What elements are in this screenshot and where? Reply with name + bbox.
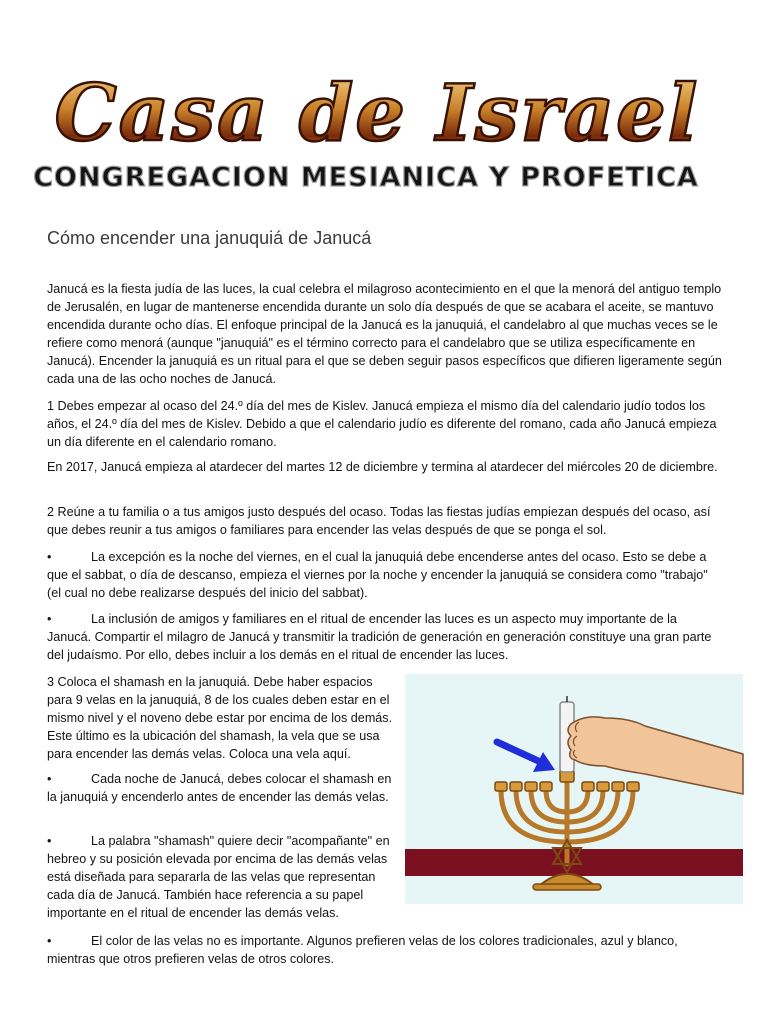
step-text: Coloca el shamash en la januquiá. Debe haber espacios para 9 velas en la januquiá, 8 de los cuales deben estar en el mismo nivel y el noveno debe estar por encima de los demás. Este último es la ubicación del shamash, la vela que se usa para encender las demás velas. Coloca una vela aquí. bbox=[47, 675, 393, 761]
step-1-paragraph bbox=[47, 397, 723, 451]
bullet-4-paragraph bbox=[47, 832, 397, 922]
menorah-foot bbox=[533, 884, 601, 890]
logo-subtitle-graphic bbox=[33, 156, 699, 196]
bullet-1-paragraph bbox=[47, 548, 723, 602]
document-title: Cómo encender una januquiá de Janucá bbox=[47, 228, 372, 248]
intro-paragraph: Janucá es la fiesta judía de las luces, la cual celebra el milagroso acontecimiento en el que la menorá del antiguo templo de Jerusalén, en lugar de mantenerse encendida durante un solo día después de que se acabara el aceite, se mantuvo encendida durante ocho días. El enfoque principal de la Janucá es la januquiá, el candelabro al que muchas veces se le refiere como menorá (aunque "januquiá" es el término correcto para el candelabro que se utiliza específicamente en Janucá). Encender la januquiá es un ritual para el que se deben seguir pasos específicos que difieren ligeramente según cada una de las ocho noches de Janucá. bbox=[47, 282, 722, 386]
header bbox=[33, 66, 700, 196]
step-number: 2 bbox=[47, 505, 55, 519]
logo-subtitle-text: CONGREGACION MESIANICA Y PROFETICA bbox=[33, 162, 699, 193]
bullet-mark: • bbox=[47, 934, 52, 948]
bullet-mark: • bbox=[47, 772, 52, 786]
bullet-text: El color de las velas no es importante. Algunos prefieren velas de los colores tradicionales, azul y blanco, mientras que otros prefieren velas de otros colores. bbox=[47, 934, 678, 966]
step-2-paragraph bbox=[47, 503, 723, 539]
step-number: 1 bbox=[47, 399, 55, 413]
bullet-text: La inclusión de amigos y familiares en el ritual de encender las luces es un aspecto muy importante de la Janucá. Compartir el milagro de Janucá y transmitir la tradición de generación en generación constituye una gran parte del judaísmo. Por ello, debes incluir a los demás en el ritual de encender las luces. bbox=[47, 612, 712, 662]
menorah-illustration bbox=[405, 674, 743, 904]
bullet-mark: • bbox=[47, 550, 52, 564]
step-number: 3 bbox=[47, 675, 55, 689]
logo-title-text: Casa de Israel bbox=[54, 68, 700, 159]
bullet-2-paragraph bbox=[47, 610, 723, 664]
year-paragraph: En 2017, Janucá empieza al atardecer del martes 12 de diciembre y termina al atardecer del miércoles 20 de diciembre. bbox=[47, 460, 718, 474]
step-3-paragraph bbox=[47, 673, 397, 763]
step-text: Reúne a tu familia o a tus amigos justo después del ocaso. Todas las fiestas judías empiezan después del ocaso, así que debes reunir a tus amigos o familiares para encender las velas después de que se ponga el sol. bbox=[47, 505, 711, 537]
bullet-text: Cada noche de Janucá, debes colocar el shamash en la januquiá y encenderlo antes de encender las demás velas. bbox=[47, 772, 392, 804]
bullet-text: La palabra "shamash" quiere decir "acompañante" en hebreo y su posición elevada por encima de las demás velas está diseñada para separarla de las velas que representan cada día de Janucá. También hace referencia a su papel importante en el ritual de encender las demás velas. bbox=[47, 834, 390, 920]
bullet-3-paragraph bbox=[47, 770, 397, 806]
bullet-mark: • bbox=[47, 834, 52, 848]
logo-title-graphic bbox=[54, 66, 700, 159]
bullet-mark: • bbox=[47, 612, 52, 626]
bullet-text: La excepción es la noche del viernes, en el cual la januquiá debe encenderse antes del ocaso. Esto se debe a que el sabbat, o día de descanso, empieza el viernes por la noche y encender la januquiá se considera como "trabajo" (el cual no debe realizarse después del inicio del sabbat). bbox=[47, 550, 708, 600]
step-text: Debes empezar al ocaso del 24.º día del mes de Kislev. Janucá empieza el mismo día del calendario judío todos los años, el 24.º día del mes de Kislev. Debido a que el calendario judío es diferente del romano, cada año Janucá empieza un día diferente en el calendario romano. bbox=[47, 399, 717, 449]
bullet-5-paragraph bbox=[47, 932, 723, 968]
